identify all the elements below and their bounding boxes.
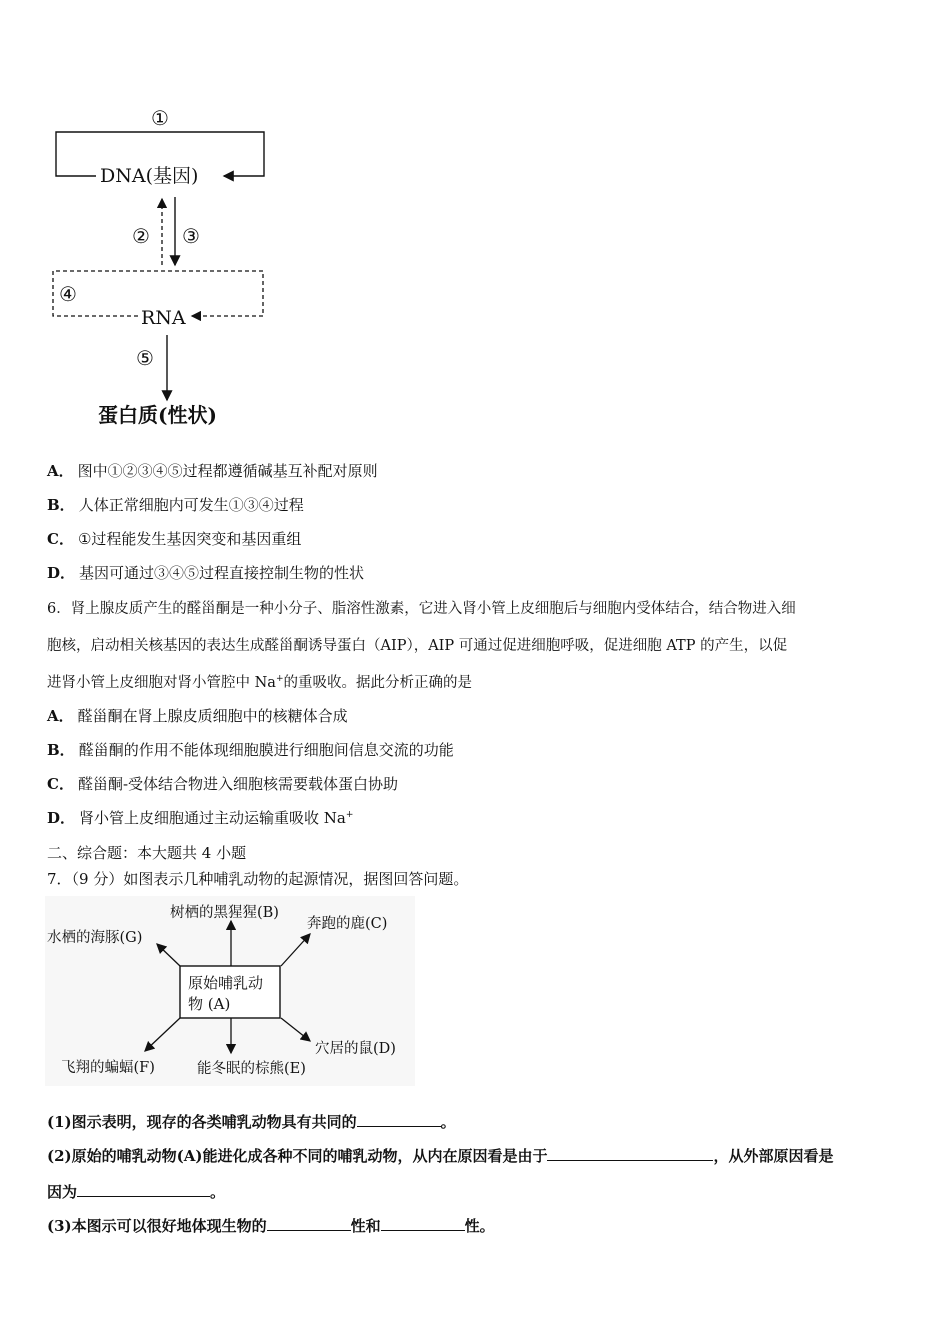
protein-label: 蛋白质(性状): [98, 403, 217, 427]
label-f: 飞翔的蝙蝠(F): [61, 1060, 155, 1076]
option-label: D．: [47, 564, 76, 582]
option-text: ①过程能发生基因突变和基因重组: [77, 530, 302, 548]
option-text: 肾小管上皮细胞通过主动运输重吸收 Na: [79, 809, 346, 827]
option-text: 图中①②③④⑤过程都遵循碱基互补配对原则: [77, 462, 378, 480]
q6-stem-line-3: [47, 671, 472, 692]
q5-option-a: [47, 460, 378, 481]
q6-option-a: [47, 705, 348, 726]
q7-part-2-line-2: [47, 1181, 225, 1202]
central-dogma-diagram: [40, 95, 280, 440]
step-1-label: ①: [151, 106, 169, 130]
option-label: D．: [47, 809, 76, 827]
q6-stem-text: 的重吸收。据此分析正确的是: [283, 675, 472, 691]
option-label: A．: [47, 707, 74, 725]
answer-blank[interactable]: [267, 1216, 351, 1231]
question-text: 性和: [350, 1217, 381, 1235]
answer-blank[interactable]: [381, 1216, 465, 1231]
question-text: 因为: [47, 1183, 78, 1201]
center-label-line-2: 物 (A): [188, 995, 231, 1013]
option-label: B．: [47, 741, 75, 759]
section-heading: 二、综合题：本大题共 4 小题: [47, 844, 247, 862]
question-text: (1)图示表明，现存的各类哺乳动物具有共同的: [47, 1113, 357, 1131]
q7-part-1: [47, 1111, 456, 1132]
option-text: 基因可通过③④⑤过程直接控制生物的性状: [79, 564, 365, 582]
step-3-label: ③: [182, 224, 200, 248]
superscript: +: [345, 810, 354, 820]
q5-option-d: [47, 562, 364, 583]
center-label-line-1: 原始哺乳动: [188, 974, 264, 992]
option-label: C．: [47, 775, 74, 793]
question-text: 。: [440, 1113, 456, 1131]
option-label: C．: [47, 530, 74, 548]
option-text: 醛甾酮-受体结合物进入细胞核需要载体蛋白协助: [77, 775, 399, 793]
q5-option-b: [47, 494, 304, 515]
option-text: 醛甾酮在肾上腺皮质细胞中的核糖体合成: [77, 707, 348, 725]
question-text: 性。: [464, 1217, 495, 1235]
rna-label: RNA: [141, 307, 186, 329]
option-text: 醛甾酮的作用不能体现细胞膜进行细胞间信息交流的功能: [78, 741, 454, 759]
question-text: 。: [210, 1183, 226, 1201]
step-5-label: ⑤: [136, 346, 154, 370]
q6-stem-line-2: 胞核，启动相关核基因的表达生成醛甾酮诱导蛋白（AIP），AIP 可通过促进细胞呼吸，促进细胞 ATP 的产生，以促: [47, 638, 788, 654]
q6-stem-line-1: 6．肾上腺皮质产生的醛甾酮是一种小分子、脂溶性激素，它进入肾小管上皮细胞后与细胞内受体结合，结合物进入细: [47, 601, 796, 617]
q7-part-3: [47, 1215, 495, 1236]
label-b: 树栖的黑猩猩(B): [170, 905, 279, 921]
mammal-radiation-diagram: [45, 896, 415, 1086]
step-2-label: ②: [132, 224, 150, 248]
label-g: 水栖的海豚(G): [47, 930, 143, 946]
option-label: B．: [47, 496, 75, 514]
q6-option-d: [47, 807, 353, 828]
step-4-label: ④: [59, 282, 77, 306]
question-text: (2)原始的哺乳动物(A)能进化成各种不同的哺乳动物，从内在原因看是由于: [47, 1147, 548, 1165]
answer-blank[interactable]: [357, 1112, 441, 1127]
superscript: +: [275, 674, 284, 685]
q6-option-b: [47, 739, 454, 760]
label-d: 穴居的鼠(D): [315, 1041, 396, 1057]
q6-stem-text: 进肾小管上皮细胞对肾小管腔中 Na: [47, 675, 276, 691]
dna-label: DNA(基因): [100, 165, 199, 187]
question-text: ，从外部原因看是: [713, 1147, 834, 1165]
q7-stem: 7．（9 分）如图表示几种哺乳动物的起源情况，据图回答问题。: [47, 870, 469, 888]
answer-blank[interactable]: [547, 1146, 713, 1161]
q5-option-c: [47, 528, 301, 549]
q7-part-2-line-1: [47, 1145, 833, 1166]
label-e: 能冬眠的棕熊(E): [197, 1061, 306, 1077]
option-label: A．: [47, 462, 74, 480]
label-c: 奔跑的鹿(C): [307, 916, 388, 932]
answer-blank[interactable]: [77, 1182, 210, 1197]
q6-option-c: [47, 773, 398, 794]
question-text: (3)本图示可以很好地体现生物的: [47, 1217, 267, 1235]
option-text: 人体正常细胞内可发生①③④过程: [78, 496, 304, 514]
